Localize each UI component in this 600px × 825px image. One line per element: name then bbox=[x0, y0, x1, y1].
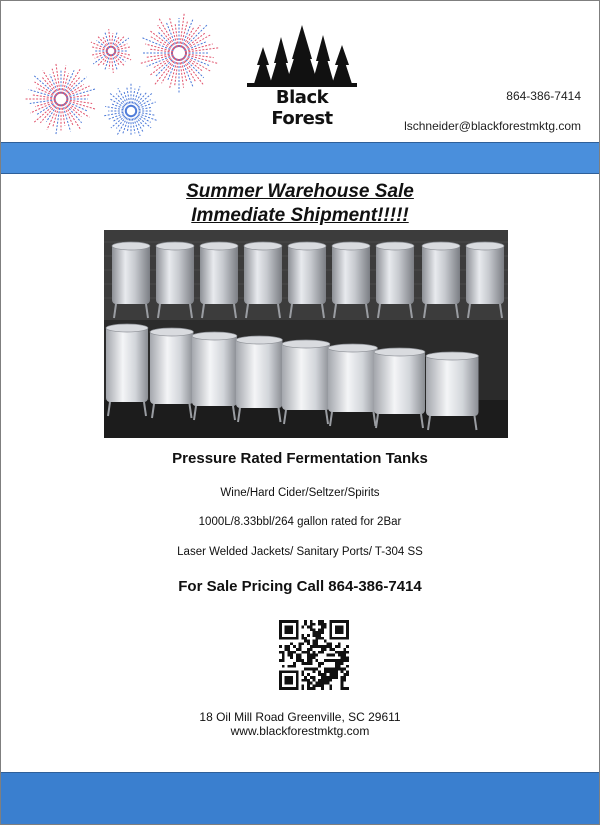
header-phone[interactable]: 864-386-7414 bbox=[506, 89, 581, 103]
product-title: Pressure Rated Fermentation Tanks bbox=[172, 450, 428, 467]
product-detail-features: Laser Welded Jackets/ Sanitary Ports/ T-304 SS bbox=[177, 546, 423, 558]
header-email[interactable]: lschneider@blackforestmktg.com bbox=[404, 119, 581, 133]
fireworks-graphic bbox=[19, 11, 224, 136]
website-link[interactable]: www.blackforestmktg.com bbox=[230, 724, 370, 738]
product-detail-uses: Wine/Hard Cider/Seltzer/Spirits bbox=[220, 487, 380, 499]
headline-shipment: Immediate Shipment!!!!! bbox=[191, 205, 409, 226]
headline-sale: Summer Warehouse Sale bbox=[186, 181, 414, 202]
brand-name: Black Forest bbox=[271, 87, 333, 129]
tanks-photo bbox=[104, 230, 508, 438]
brand-logo bbox=[243, 25, 361, 129]
product-detail-capacity: 1000L/8.33bbl/264 gallon rated for 2Bar bbox=[198, 516, 402, 528]
call-to-action: For Sale Pricing Call 864-386-7414 bbox=[178, 578, 422, 595]
address: 18 Oil Mill Road Greenville, SC 29611 bbox=[199, 710, 401, 724]
qr-code-icon[interactable] bbox=[279, 620, 349, 690]
top-blue-band bbox=[1, 142, 599, 174]
bottom-blue-band bbox=[1, 772, 599, 825]
pine-trees-icon bbox=[247, 25, 357, 87]
